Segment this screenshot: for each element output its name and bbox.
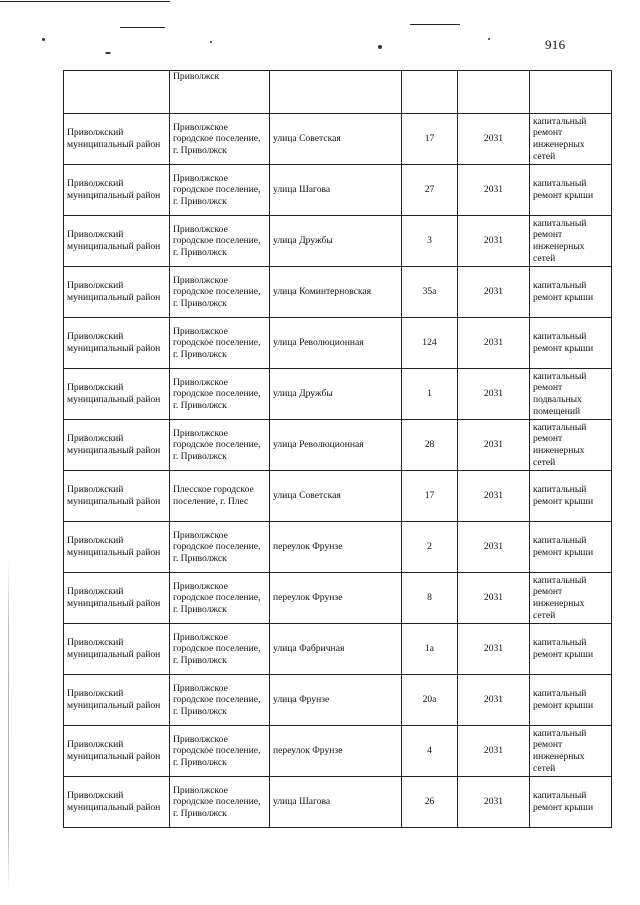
cell-settlement: Приволжское городское поселение, г. Приволжск [170,216,270,267]
cell-district: Приволжский муниципальный район [64,522,170,573]
cell-year: 2031 [458,267,530,318]
cell-house [402,71,458,114]
cell-street: переулок Фрунзе [270,726,402,777]
cell-street: улица Фрунзе [270,675,402,726]
cell-street: улица Шагова [270,165,402,216]
cell-house: 1 [402,369,458,420]
cell-work: капитальный ремонт инженерных сетей [530,726,612,777]
cell-street: переулок Фрунзе [270,522,402,573]
cell-settlement: Плесское городское поселение, г. Плес [170,471,270,522]
cell-work: капитальный ремонт инженерных сетей [530,114,612,165]
cell-district: Приволжский муниципальный район [64,114,170,165]
cell-year: 2031 [458,114,530,165]
table-row [64,777,612,828]
cell-work: капитальный ремонт крыши [530,522,612,573]
cell-district: Приволжский муниципальный район [64,726,170,777]
table-row [64,573,612,624]
cell-settlement: Приволжское городское поселение, г. Приволжск [170,318,270,369]
scan-artifact-line [120,27,165,28]
cell-street: улица Революционная [270,318,402,369]
housing-repair-table [63,70,612,828]
scan-artifact-line [410,24,460,25]
cell-year: 2031 [458,573,530,624]
cell-district: Приволжский муниципальный район [64,573,170,624]
cell-street: улица Дружбы [270,369,402,420]
scan-speck [105,52,111,54]
cell-work: капитальный ремонт крыши [530,675,612,726]
cell-street: улица Шагова [270,777,402,828]
cell-district: Приволжский муниципальный район [64,471,170,522]
cell-street: переулок Фрунзе [270,573,402,624]
cell-street: улица Коминтерновская [270,267,402,318]
cell-settlement: Приволжское городское поселение, г. Приволжск [170,114,270,165]
cell-district: Приволжский муниципальный район [64,420,170,471]
cell-settlement: Приволжское городское поселение, г. Приволжск [170,522,270,573]
cell-work: капитальный ремонт инженерных сетей [530,573,612,624]
cell-work: капитальный ремонт инженерных сетей [530,216,612,267]
cell-work: капитальный ремонт крыши [530,318,612,369]
cell-year: 2031 [458,726,530,777]
table-row-continued [64,71,612,114]
cell-street: улица Революционная [270,420,402,471]
table-row [64,675,612,726]
table-row [64,624,612,675]
table-row [64,369,612,420]
cell-work: капитальный ремонт крыши [530,624,612,675]
cell-work: капитальный ремонт крыши [530,471,612,522]
table-row [64,165,612,216]
cell-work: капитальный ремонт крыши [530,165,612,216]
cell-district: Приволжский муниципальный район [64,777,170,828]
cell-street: улица Советская [270,471,402,522]
cell-work [530,71,612,114]
cell-settlement: Приволжское городское поселение, г. Приволжск [170,777,270,828]
cell-street: улица Советская [270,114,402,165]
table-row [64,216,612,267]
cell-street: улица Дружбы [270,216,402,267]
table-row [64,726,612,777]
scan-margin-shadow [8,560,9,890]
cell-house: 27 [402,165,458,216]
table-row [64,522,612,573]
table-row [64,267,612,318]
cell-district [64,71,170,114]
cell-year: 2031 [458,318,530,369]
cell-settlement: Приволжское городское поселение, г. Приволжск [170,675,270,726]
table-body [64,71,612,828]
scan-speck [488,38,490,40]
table-row [64,318,612,369]
cell-work: капитальный ремонт инженерных сетей [530,420,612,471]
cell-settlement: Приволжск [170,71,270,114]
cell-house: 1а [402,624,458,675]
cell-house: 20а [402,675,458,726]
cell-street: улица Фабричная [270,624,402,675]
table-row [64,114,612,165]
cell-work: капитальный ремонт подвальных помещений [530,369,612,420]
cell-year: 2031 [458,216,530,267]
cell-year: 2031 [458,522,530,573]
scan-speck [378,45,382,49]
cell-year: 2031 [458,675,530,726]
scan-speck [210,41,212,43]
table-row [64,420,612,471]
cell-district: Приволжский муниципальный район [64,369,170,420]
scan-artifact-line [0,1,170,2]
cell-settlement: Приволжское городское поселение, г. Приволжск [170,726,270,777]
cell-year: 2031 [458,420,530,471]
cell-year: 2031 [458,369,530,420]
cell-year [458,71,530,114]
cell-district: Приволжский муниципальный район [64,165,170,216]
cell-district: Приволжский муниципальный район [64,675,170,726]
page-number: 916 [545,37,566,52]
cell-settlement: Приволжское городское поселение, г. Приволжск [170,165,270,216]
cell-settlement: Приволжское городское поселение, г. Приволжск [170,573,270,624]
cell-year: 2031 [458,165,530,216]
cell-settlement: Приволжское городское поселение, г. Приволжск [170,420,270,471]
scan-speck [42,38,45,41]
cell-year: 2031 [458,777,530,828]
cell-house: 3 [402,216,458,267]
cell-settlement: Приволжское городское поселение, г. Приволжск [170,624,270,675]
cell-house: 2 [402,522,458,573]
cell-district: Приволжский муниципальный район [64,216,170,267]
cell-house: 35а [402,267,458,318]
cell-house: 17 [402,471,458,522]
cell-district: Приволжский муниципальный район [64,624,170,675]
cell-house: 17 [402,114,458,165]
table-row [64,471,612,522]
cell-district: Приволжский муниципальный район [64,267,170,318]
cell-district: Приволжский муниципальный район [64,318,170,369]
cell-year: 2031 [458,624,530,675]
cell-house: 8 [402,573,458,624]
cell-house: 26 [402,777,458,828]
cell-house: 4 [402,726,458,777]
cell-house: 124 [402,318,458,369]
cell-year: 2031 [458,471,530,522]
cell-work: капитальный ремонт крыши [530,267,612,318]
cell-settlement: Приволжское городское поселение, г. Приволжск [170,267,270,318]
cell-street [270,71,402,114]
cell-work: капитальный ремонт крыши [530,777,612,828]
cell-house: 28 [402,420,458,471]
cell-settlement: Приволжское городское поселение, г. Приволжск [170,369,270,420]
